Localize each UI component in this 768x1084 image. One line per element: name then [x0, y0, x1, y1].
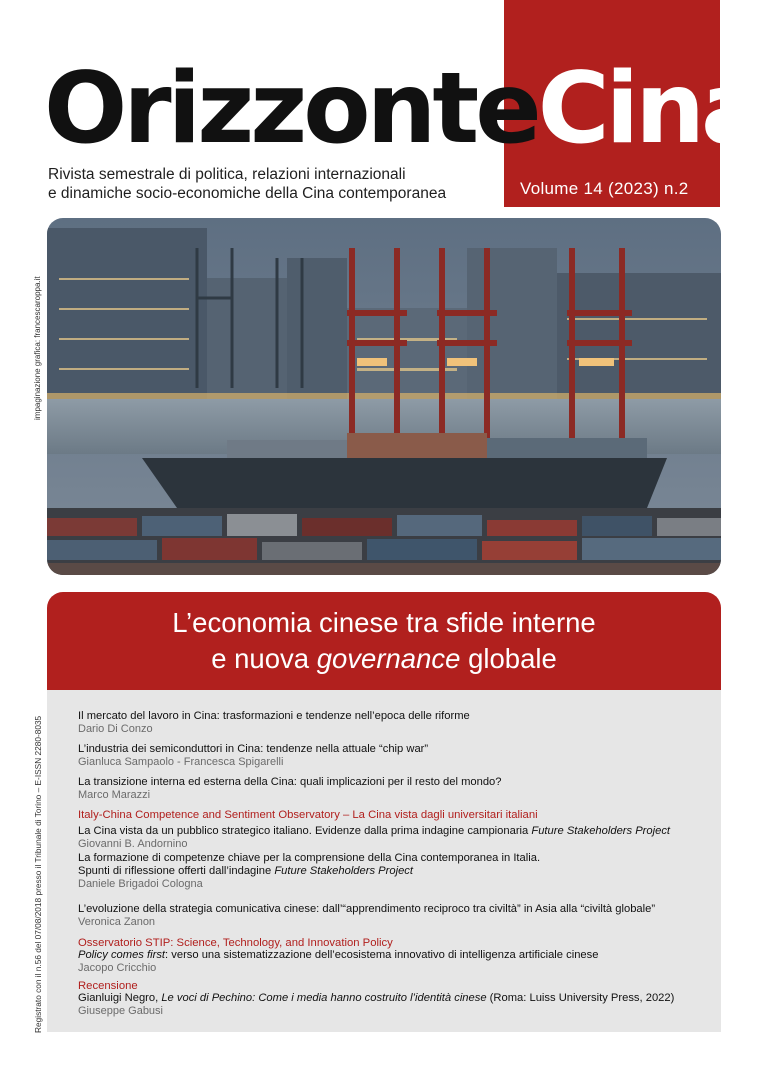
- article-title: La transizione interna ed esterna della Cina: quali implicazioni per il resto del mondo?: [78, 776, 502, 788]
- article-author: Marco Marazzi: [78, 789, 151, 801]
- article-title: L’industria dei semiconduttori in Cina: tendenze nella attuale “chip war”: [78, 743, 429, 755]
- article-title-italic: Future Stakeholders Project: [274, 865, 413, 877]
- article-title: [78, 949, 708, 962]
- subtitle-line-2: e dinamiche socio-economiche della Cina contemporanea: [48, 185, 447, 202]
- article-title: [78, 825, 708, 838]
- volume-number: Volume 14 (2023) n.2: [520, 179, 689, 198]
- issue-title-banner: [47, 592, 721, 690]
- article-title-line-1: La formazione di competenze chiave per la comprensione della Cina contemporanea in Italia.: [78, 852, 541, 864]
- article-author: Daniele Brigadoi Cologna: [78, 878, 203, 890]
- issue-title-text: globale: [460, 643, 557, 674]
- article-author: Giuseppe Gabusi: [78, 1005, 163, 1017]
- toc-entry[interactable]: [78, 743, 708, 769]
- article-author: Dario Di Conzo: [78, 723, 153, 735]
- title-part-orizzonte: Orizzonte: [44, 52, 538, 166]
- toc-entry[interactable]: [78, 949, 708, 975]
- toc-entry[interactable]: [78, 710, 708, 736]
- article-title-text: La Cina vista da un pubblico strategico italiano. Evidenze dalla prima indagine campionaria: [78, 825, 532, 837]
- toc-entry[interactable]: [78, 825, 708, 851]
- article-title: Il mercato del lavoro in Cina: trasformazioni e tendenze nell’epoca delle riforme: [78, 710, 470, 722]
- journal-subtitle: [48, 165, 488, 203]
- cover-photo: [47, 218, 721, 575]
- article-author: Giovanni B. Andornino: [78, 838, 188, 850]
- journal-title: [44, 52, 764, 166]
- article-author: Gianluca Sampaolo - Francesca Spigarelli: [78, 756, 284, 768]
- graphic-credit: impaginazione grafica: francescaroppa.it: [33, 276, 42, 420]
- article-title-text: : verso una sistematizzazione dell’ecosistema innovativo di intelligenza artificiale cinese: [165, 949, 599, 961]
- article-title-italic: Le voci di Pechino: Come i media hanno costruito l’identità cinese: [161, 992, 487, 1004]
- article-title-italic: Future Stakeholders Project: [531, 825, 671, 837]
- issue-title-line-2: [47, 641, 721, 677]
- article-title: [78, 992, 708, 1005]
- subtitle-line-1: Rivista semestrale di politica, relazioni internazionali: [48, 166, 406, 183]
- article-author: Jacopo Cricchio: [78, 962, 157, 974]
- issue-title-text: e nuova: [211, 643, 317, 674]
- section-heading: Recensione: [78, 980, 138, 992]
- toc-entry[interactable]: [78, 776, 708, 802]
- toc-entry[interactable]: [78, 992, 708, 1018]
- article-title-text: (Roma: Luiss University Press, 2022): [486, 992, 675, 1004]
- article-author: Veronica Zanon: [78, 916, 156, 928]
- toc-entry[interactable]: [78, 852, 708, 891]
- article-title-text: Gianluigi Negro,: [78, 992, 162, 1004]
- article-title-italic: Policy comes first: [78, 949, 166, 961]
- article-title-line-2: [78, 865, 708, 878]
- section-heading: Italy-China Competence and Sentiment Observatory – La Cina vista dagli universitari italiani: [78, 809, 538, 821]
- table-of-contents: [47, 690, 721, 1032]
- article-title: L’evoluzione della strategia comunicativa cinese: dall’“apprendimento reciproco tra civiltà” in Asia alla “civiltà globale”: [78, 903, 656, 915]
- toc-entry[interactable]: [78, 903, 708, 929]
- issue-title-italic: governance: [316, 643, 461, 674]
- registration-note: Registrato con il n.56 del 07/08/2018 presso il Tribunale di Torino – E-ISSN 2280-8035: [33, 715, 43, 1033]
- title-part-cina: Cina: [537, 52, 764, 166]
- issue-title-line-1: L’economia cinese tra sfide interne: [172, 607, 596, 638]
- section-heading: Osservatorio STIP: Science, Technology, and Innovation Policy: [78, 937, 393, 949]
- article-title-text: Spunti di riflessione offerti dall’indagine: [78, 865, 275, 877]
